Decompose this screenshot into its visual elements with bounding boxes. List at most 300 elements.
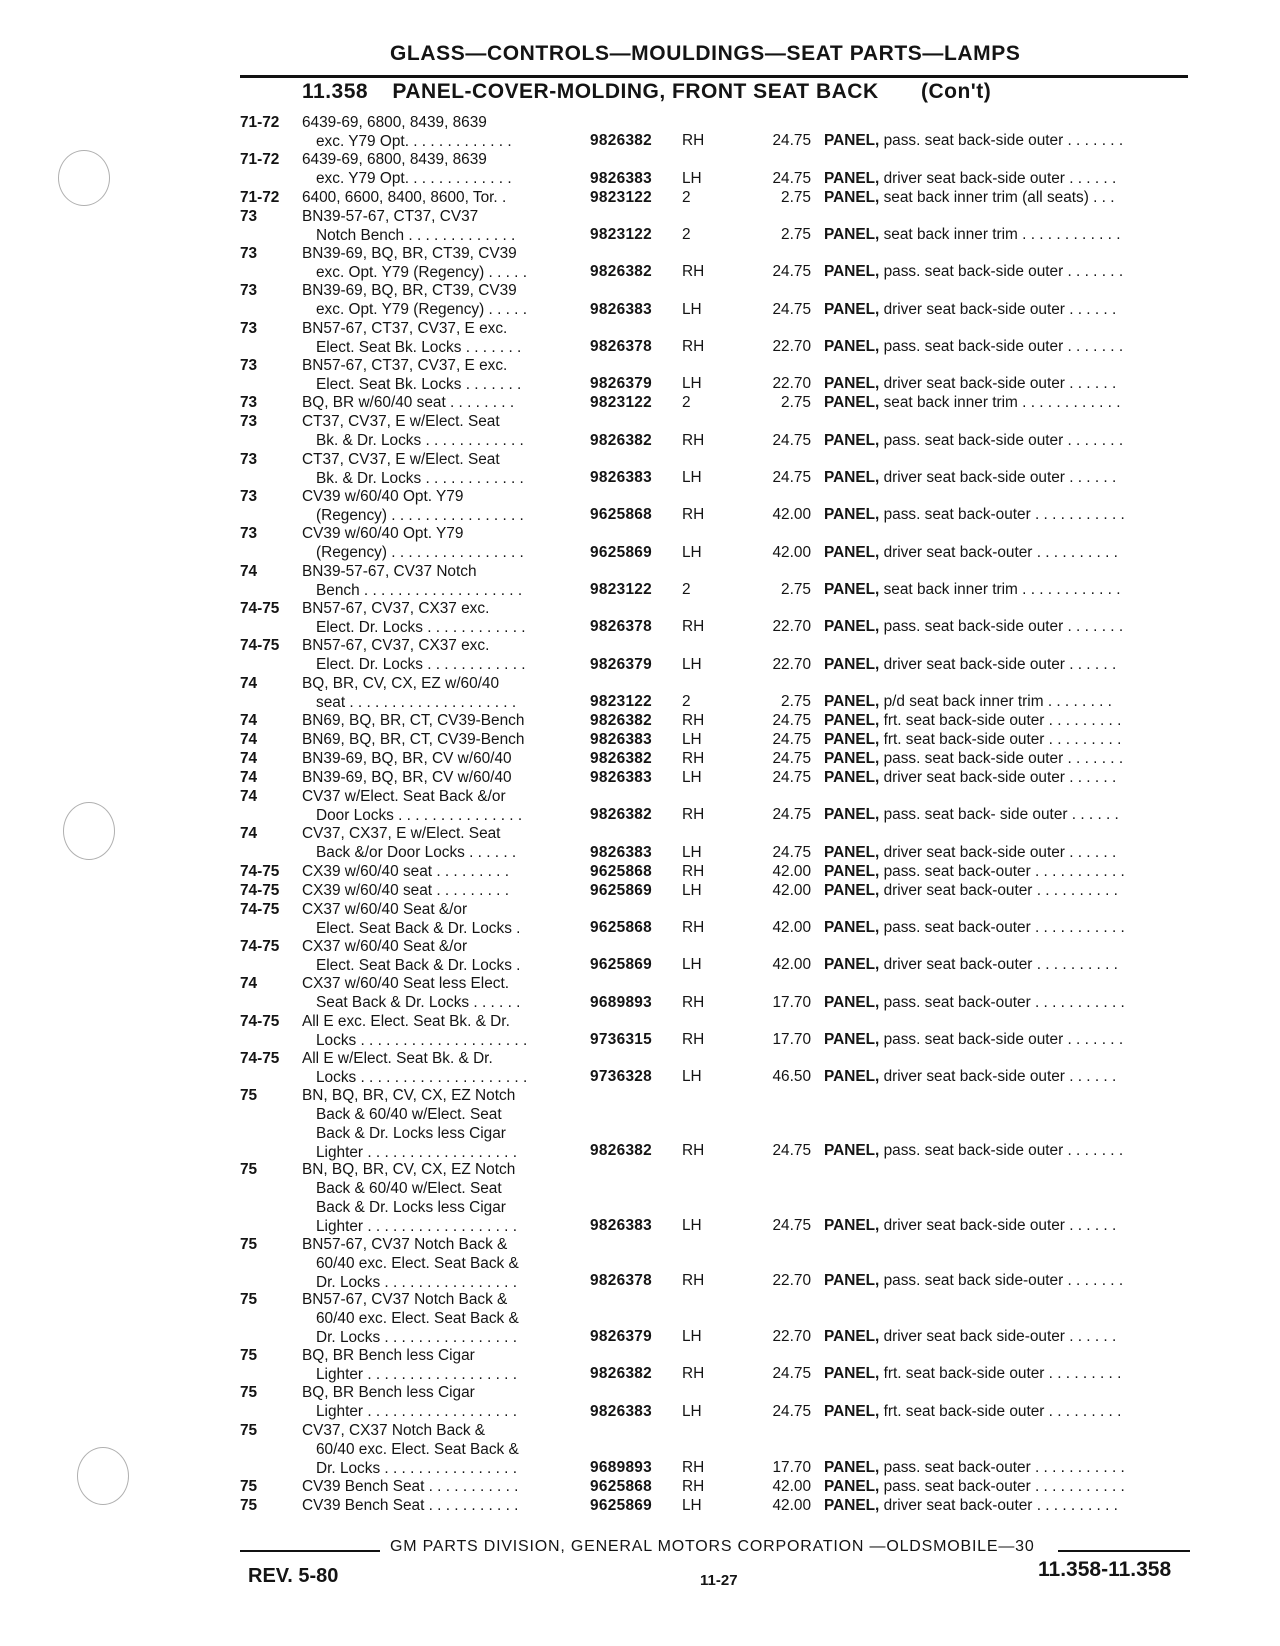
price: 42.00 (772, 1477, 811, 1495)
description (824, 1327, 1204, 1346)
application-line: All E w/Elect. Seat Bk. & Dr. (302, 1049, 493, 1067)
part-number: 9826378 (590, 338, 653, 356)
model-year: 74 (240, 731, 258, 749)
part-number: 9625869 (590, 956, 653, 974)
price: 42.00 (772, 862, 811, 880)
table-row (240, 749, 1200, 767)
part-number: 9826383 (590, 843, 653, 861)
table-row (240, 150, 1200, 187)
table-row (240, 730, 1200, 748)
description-keyword: PANEL, (824, 1068, 880, 1086)
part-number: 9823122 (590, 226, 653, 244)
quantity-side: 2 (682, 394, 691, 412)
part-number: 9826383 (590, 731, 653, 749)
description-keyword: PANEL, (824, 431, 880, 449)
table-row (240, 1346, 1200, 1383)
price: 42.00 (772, 506, 811, 524)
description-text: driver seat back-outer . . . . . . . . . . (883, 543, 1118, 561)
part-number: 9625868 (590, 918, 653, 936)
model-year: 71-72 (240, 188, 280, 206)
description (824, 1067, 1204, 1086)
description-keyword: PANEL, (824, 506, 880, 524)
table-row (240, 487, 1200, 524)
description (824, 505, 1204, 524)
quantity-side: LH (682, 1216, 702, 1234)
price: 24.75 (772, 300, 811, 318)
model-year: 74-75 (240, 637, 280, 655)
description-text: pass. seat back-outer . . . . . . . . . . . (883, 1458, 1125, 1476)
model-year: 74-75 (240, 600, 280, 618)
application-line: Seat Back & Dr. Locks . . . . . . (316, 994, 521, 1012)
application-line: exc. Opt. Y79 (Regency) . . . . . (316, 264, 527, 281)
description-keyword: PANEL, (824, 543, 880, 561)
model-year: 73 (240, 319, 258, 337)
price: 24.75 (772, 843, 811, 861)
description (824, 1364, 1204, 1383)
model-year: 75 (240, 1477, 258, 1495)
price: 24.75 (772, 769, 811, 786)
table-row (240, 937, 1200, 974)
part-number: 9736315 (590, 1030, 653, 1048)
application-line: Back &/or Door Locks . . . . . . (316, 844, 517, 862)
footer-rule (1058, 1550, 1190, 1552)
header-rule (240, 75, 1188, 78)
section-continued: (Con't) (920, 80, 992, 103)
footer-rule (240, 1550, 380, 1552)
part-number: 9826383 (590, 300, 653, 318)
part-number: 9625868 (590, 506, 653, 524)
quantity-side: 2 (682, 581, 691, 599)
description-text: frt. seat back-side outer . . . . . . . . . (883, 1365, 1122, 1383)
model-year: 75 (240, 1161, 258, 1179)
description-text: frt. seat back-side outer . . . . . . . . . (883, 731, 1122, 749)
description-keyword: PANEL, (824, 226, 880, 244)
description (824, 881, 1204, 900)
part-number: 9823122 (590, 188, 653, 206)
application-line: BN57-67, CV37, CX37 exc. (302, 637, 490, 655)
quantity-side: LH (682, 956, 702, 974)
description-keyword: PANEL, (824, 956, 880, 974)
price: 22.70 (772, 655, 811, 673)
description (824, 169, 1204, 188)
description-text: driver seat back-side outer . . . . . . (883, 655, 1117, 673)
model-year: 74-75 (240, 1012, 280, 1030)
quantity-side: 2 (682, 226, 691, 244)
description-keyword: PANEL, (824, 918, 880, 936)
price: 24.75 (772, 1142, 811, 1160)
description-text: pass. seat back-side outer . . . . . . . (883, 1030, 1124, 1048)
quantity-side: LH (682, 843, 702, 861)
part-number: 9826379 (590, 1328, 653, 1346)
description-keyword: PANEL, (824, 581, 880, 599)
part-number: 9823122 (590, 693, 653, 711)
application-line: Elect. Seat Back & Dr. Locks . (316, 956, 521, 974)
application-line: 6439-69, 6800, 8439, 8639 (302, 151, 487, 169)
description-keyword: PANEL, (824, 375, 880, 393)
description-text: pass. seat back-side outer . . . . . . . (883, 338, 1124, 356)
price: 42.00 (772, 918, 811, 936)
price: 2.75 (781, 693, 811, 711)
model-year: 75 (240, 1347, 258, 1365)
table-row (240, 974, 1200, 1011)
price: 42.00 (772, 543, 811, 561)
quantity-side: RH (682, 750, 705, 768)
description-keyword: PANEL, (824, 1272, 880, 1290)
section-number: 11.358 (302, 80, 369, 103)
price: 24.75 (772, 750, 811, 768)
model-year: 75 (240, 1235, 258, 1253)
description-keyword: PANEL, (824, 1216, 880, 1234)
description-keyword: PANEL, (824, 693, 880, 711)
description-text: pass. seat back-side outer . . . . . . . (883, 132, 1124, 150)
price: 24.75 (772, 1402, 811, 1420)
description-text: pass. seat back-side outer . . . . . . . (883, 431, 1124, 449)
application-line: BQ, BR Bench less Cigar (302, 1384, 475, 1402)
description (824, 337, 1204, 356)
model-year: 74-75 (240, 937, 280, 955)
quantity-side: LH (682, 543, 702, 561)
part-number: 9625869 (590, 1496, 653, 1514)
model-year: 73 (240, 413, 258, 431)
table-row (240, 1496, 1200, 1514)
application-line: Bench . . . . . . . . . . . . . . . . . . . (316, 581, 523, 599)
table-row (240, 1383, 1200, 1420)
price: 42.00 (772, 956, 811, 974)
quantity-side: LH (682, 1068, 702, 1086)
table-row (240, 113, 1200, 150)
description-text: driver seat back-side outer . . . . . . (883, 169, 1117, 187)
application-line: BN57-67, CV37 Notch Back & (302, 1291, 508, 1309)
description (824, 1496, 1204, 1515)
description-keyword: PANEL, (824, 1477, 880, 1495)
description-text: pass. seat back-side outer . . . . . . . (883, 618, 1124, 636)
table-row (240, 393, 1200, 411)
section-heading (302, 80, 991, 104)
application-line: (Regency) . . . . . . . . . . . . . . . . (316, 507, 524, 525)
description-keyword: PANEL, (824, 132, 880, 150)
table-row (240, 1290, 1200, 1345)
part-number: 9826382 (590, 750, 653, 768)
application-line: BN57-67, CV37, CX37 exc. (302, 600, 490, 618)
description (824, 730, 1204, 749)
table-row (240, 1421, 1200, 1476)
part-number: 9826378 (590, 618, 653, 636)
table-row (240, 524, 1200, 561)
price: 2.75 (781, 226, 811, 244)
price: 24.75 (772, 1216, 811, 1234)
table-row (240, 244, 1200, 281)
description-keyword: PANEL, (824, 1328, 880, 1346)
application-line: BN57-67, CV37 Notch Back & (302, 1235, 508, 1253)
quantity-side: RH (682, 431, 705, 449)
quantity-side: LH (682, 1328, 702, 1346)
quantity-side: LH (682, 169, 702, 187)
description-keyword: PANEL, (824, 394, 880, 412)
description-keyword: PANEL, (824, 1496, 880, 1514)
model-year: 75 (240, 1291, 258, 1309)
description (824, 468, 1204, 487)
quantity-side: RH (682, 1272, 705, 1290)
table-row (240, 1160, 1200, 1234)
description-keyword: PANEL, (824, 862, 880, 880)
description-text: driver seat back-side outer . . . . . . (883, 1216, 1117, 1234)
page-header-title: GLASS—CONTROLS—MOULDINGS—SEAT PARTS—LAMPS (390, 42, 1021, 65)
application-line: 6400, 6600, 8400, 8600, Tor. . (302, 188, 507, 206)
model-year: 74 (240, 825, 258, 843)
footer-publisher: GM PARTS DIVISION, GENERAL MOTORS CORPORATION —OLDSMOBILE—30 (390, 1538, 1035, 1555)
application-line: Back & 60/40 w/Elect. Seat (316, 1106, 502, 1124)
application-line: Back & Dr. Locks less Cigar (316, 1199, 506, 1217)
application-line: Elect. Dr. Locks . . . . . . . . . . . . (316, 619, 526, 637)
quantity-side: LH (682, 1402, 702, 1420)
price: 24.75 (772, 712, 811, 730)
quantity-side: RH (682, 993, 705, 1011)
application-line: exc. Opt. Y79 (Regency) . . . . . (316, 301, 527, 319)
description-text: seat back inner trim . . . . . . . . . . . . (883, 226, 1121, 244)
punch-hole (77, 1447, 129, 1505)
description-text: pass. seat back side-outer . . . . . . . (883, 1272, 1124, 1290)
description-keyword: PANEL, (824, 655, 880, 673)
quantity-side: RH (682, 1458, 705, 1476)
description-keyword: PANEL, (824, 300, 880, 318)
part-number: 9736328 (590, 1068, 653, 1086)
table-row (240, 636, 1200, 673)
application-line: BN39-69, BQ, BR, CV w/60/40 (302, 769, 512, 786)
model-year: 74 (240, 787, 258, 805)
model-year: 73 (240, 357, 258, 375)
table-row (240, 1012, 1200, 1049)
description (824, 225, 1204, 244)
model-year: 74 (240, 674, 258, 692)
application-line: Back & 60/40 w/Elect. Seat (316, 1180, 502, 1198)
model-year: 75 (240, 1421, 258, 1439)
description-text: driver seat back-outer . . . . . . . . . . (883, 956, 1118, 974)
quantity-side: LH (682, 655, 702, 673)
price: 46.50 (772, 1068, 811, 1086)
model-year: 73 (240, 450, 258, 468)
table-row (240, 356, 1200, 393)
price: 22.70 (772, 375, 811, 393)
model-year: 74 (240, 712, 258, 730)
description (824, 1216, 1204, 1235)
price: 24.75 (772, 1365, 811, 1383)
application-line: CX37 w/60/40 Seat less Elect. (302, 975, 510, 993)
description-text: pass. seat back-side outer . . . . . . . (883, 1142, 1124, 1160)
quantity-side: RH (682, 806, 705, 824)
description (824, 617, 1204, 636)
application-line: exc. Y79 Opt. . . . . . . . . . . . . (316, 133, 512, 150)
description-text: pass. seat back-outer . . . . . . . . . . . (883, 862, 1125, 880)
part-number: 9826379 (590, 655, 653, 673)
description-keyword: PANEL, (824, 769, 880, 786)
application-line: BN39-69, BQ, BR, CT39, CV39 (302, 282, 517, 300)
application-line: Locks . . . . . . . . . . . . . . . . . . . . (316, 1068, 528, 1086)
quantity-side: RH (682, 132, 705, 150)
application-line: 6439-69, 6800, 8439, 8639 (302, 114, 487, 131)
description-keyword: PANEL, (824, 881, 880, 899)
application-line: CX39 w/60/40 seat . . . . . . . . . (302, 881, 510, 899)
model-year: 71-72 (240, 151, 280, 169)
quantity-side: RH (682, 1477, 705, 1495)
table-row (240, 412, 1200, 449)
table-row (240, 768, 1200, 786)
table-row (240, 1477, 1200, 1495)
description-keyword: PANEL, (824, 1142, 880, 1160)
application-line: CV39 Bench Seat . . . . . . . . . . . (302, 1477, 519, 1495)
model-year: 73 (240, 394, 258, 412)
description-keyword: PANEL, (824, 618, 880, 636)
application-line: BN57-67, CT37, CV37, E exc. (302, 319, 508, 337)
quantity-side: LH (682, 469, 702, 487)
description-text: pass. seat back-side outer . . . . . . . (883, 263, 1124, 281)
quantity-side: RH (682, 1142, 705, 1160)
quantity-side: LH (682, 881, 702, 899)
application-line: CV37, CX37, E w/Elect. Seat (302, 825, 501, 843)
description (824, 374, 1204, 393)
application-line: Lighter . . . . . . . . . . . . . . . . . . (316, 1218, 517, 1236)
description-text: frt. seat back-side outer . . . . . . . . . (883, 1402, 1122, 1420)
description-text: driver seat back-side outer . . . . . . (883, 375, 1117, 393)
part-number: 9823122 (590, 581, 653, 599)
application-line: CV39 Bench Seat . . . . . . . . . . . (302, 1496, 519, 1514)
description-keyword: PANEL, (824, 993, 880, 1011)
part-number: 9826383 (590, 469, 653, 487)
table-row (240, 188, 1200, 206)
description-text: pass. seat back-side outer . . . . . . . (883, 750, 1124, 768)
description (824, 711, 1204, 730)
description-text: pass. seat back-outer . . . . . . . . . . . (883, 506, 1125, 524)
part-number: 9625868 (590, 1477, 653, 1495)
table-row (240, 1049, 1200, 1086)
application-line: 60/40 exc. Elect. Seat Back & (316, 1254, 519, 1272)
application-line: CX37 w/60/40 Seat &/or (302, 900, 468, 918)
description-text: driver seat back-side outer . . . . . . (883, 843, 1117, 861)
description (824, 692, 1204, 711)
application-line: CT37, CV37, E w/Elect. Seat (302, 413, 500, 431)
application-line: Lighter . . . . . . . . . . . . . . . . . . (316, 1366, 517, 1384)
description (824, 655, 1204, 674)
table-row (240, 711, 1200, 729)
application-line: 60/40 exc. Elect. Seat Back & (316, 1310, 519, 1328)
description-keyword: PANEL, (824, 1365, 880, 1383)
application-line: CV37, CX37 Notch Back & (302, 1421, 486, 1439)
application-line: Bk. & Dr. Locks . . . . . . . . . . . . (316, 469, 524, 487)
description-text: driver seat back-side outer . . . . . . (883, 300, 1117, 318)
application-line: seat . . . . . . . . . . . . . . . . . . . . (316, 693, 517, 711)
description-keyword: PANEL, (824, 712, 880, 730)
model-year: 73 (240, 207, 258, 225)
quantity-side: RH (682, 338, 705, 356)
description (824, 768, 1204, 787)
description (824, 300, 1204, 319)
table-row (240, 1235, 1200, 1290)
description (824, 843, 1204, 862)
table-row (240, 281, 1200, 318)
application-line: BN39-69, BQ, BR, CV w/60/40 (302, 750, 512, 768)
part-number: 9625869 (590, 881, 653, 899)
description-text: driver seat back-side outer . . . . . . (883, 1068, 1117, 1086)
section-title: PANEL-COVER-MOLDING, FRONT SEAT BACK (392, 80, 879, 103)
description (824, 993, 1204, 1012)
quantity-side: RH (682, 918, 705, 936)
description-text: p/d seat back inner trim . . . . . . . . (883, 693, 1112, 711)
part-number: 9826382 (590, 263, 653, 281)
description (824, 543, 1204, 562)
quantity-side: RH (682, 1365, 705, 1383)
description-keyword: PANEL, (824, 338, 880, 356)
application-line: CV37 w/Elect. Seat Back &/or (302, 787, 506, 805)
description (824, 188, 1204, 207)
part-number: 9689893 (590, 1458, 653, 1476)
application-line: BN, BQ, BR, CV, CX, EZ Notch (302, 1087, 516, 1105)
model-year: 73 (240, 488, 258, 506)
footer-revision: REV. 5-80 (248, 1565, 339, 1587)
description (824, 393, 1204, 412)
quantity-side: RH (682, 862, 705, 880)
table-row (240, 319, 1200, 356)
application-line: Dr. Locks . . . . . . . . . . . . . . . . (316, 1273, 517, 1291)
application-line: Elect. Seat Bk. Locks . . . . . . . (316, 338, 522, 356)
quantity-side: LH (682, 375, 702, 393)
model-year: 74-75 (240, 900, 280, 918)
part-number: 9826383 (590, 769, 653, 786)
quantity-side: LH (682, 1496, 702, 1514)
application-line: CX39 w/60/40 seat . . . . . . . . . (302, 862, 510, 880)
description-text: pass. seat back-outer . . . . . . . . . . . (883, 1477, 1125, 1495)
description-text: driver seat back side-outer . . . . . . (883, 1328, 1117, 1346)
price: 17.70 (772, 1458, 811, 1476)
description-text: seat back inner trim (all seats) . . . (883, 188, 1115, 206)
description-text: pass. seat back-outer . . . . . . . . . . . (883, 993, 1125, 1011)
application-line: Dr. Locks . . . . . . . . . . . . . . . . (316, 1459, 517, 1477)
table-row (240, 787, 1200, 824)
model-year: 74 (240, 769, 258, 786)
part-number: 9826379 (590, 375, 653, 393)
description-keyword: PANEL, (824, 731, 880, 749)
application-line: CV39 w/60/40 Opt. Y79 (302, 525, 464, 543)
description-keyword: PANEL, (824, 843, 880, 861)
application-line: Elect. Dr. Locks . . . . . . . . . . . . (316, 656, 526, 674)
quantity-side: LH (682, 769, 702, 786)
punch-hole (58, 150, 110, 206)
price: 24.75 (772, 263, 811, 281)
description-text: seat back inner trim . . . . . . . . . . . . (883, 394, 1121, 412)
description (824, 1458, 1204, 1477)
table-row (240, 674, 1200, 711)
model-year: 74 (240, 562, 258, 580)
model-year: 73 (240, 282, 258, 300)
model-year: 74-75 (240, 862, 280, 880)
application-line: Dr. Locks . . . . . . . . . . . . . . . . (316, 1329, 517, 1347)
quantity-side: LH (682, 300, 702, 318)
application-line: Lighter . . . . . . . . . . . . . . . . . . (316, 1144, 517, 1162)
description (824, 955, 1204, 974)
description (824, 749, 1204, 768)
quantity-side: 2 (682, 188, 691, 206)
part-number: 9689893 (590, 993, 653, 1011)
price: 42.00 (772, 1496, 811, 1514)
quantity-side: RH (682, 506, 705, 524)
description-text: pass. seat back- side outer . . . . . . (883, 806, 1119, 824)
description (824, 1030, 1204, 1049)
description (824, 131, 1204, 150)
description (824, 918, 1204, 937)
description (824, 1402, 1204, 1421)
quantity-side: RH (682, 263, 705, 281)
part-number: 9826378 (590, 1272, 653, 1290)
application-line: BQ, BR w/60/40 seat . . . . . . . . (302, 394, 515, 412)
table-row (240, 1086, 1200, 1160)
